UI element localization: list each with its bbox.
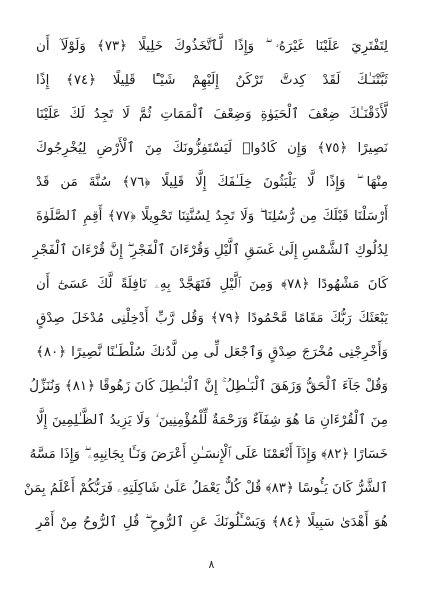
text-line-5: مِنْهَا ۖ وَإِذًا لَّا يَلْبَثُونَ خِلَـٰفَكَ إِلَّا قَلِيلًا ﴿٧٦﴾ سُنَّةَ مَن قَدْ bbox=[36, 175, 388, 190]
text-line-11: وَقُلْ جَآءَ ٱلْحَقُّ وَزَهَقَ ٱلْبَـٰطِلُ ۚ إِنَّ ٱلْبَـٰطِلَ كَانَ زَهُوقًا ﴿٨١﴾ وَنُنَزِّلُ bbox=[29, 379, 388, 394]
text-line-13: خَسَارًا ﴿٨٢﴾ وَإِذَآ أَنْعَمْنَا عَلَى ٱلْإِنسَـٰنِ أَعْرَضَ وَنَـَٔا بِجَانِبِهِۦ ۖ وَإِذَا مَسَّهُ bbox=[29, 447, 388, 462]
text-line-1: لِتَفْتَرِيَ عَلَيْنَا غَيْرَهُۥ ۖ وَإِذًا لَّٱتَّخَذُوكَ خَلِيلًا ﴿٧٣﴾ وَلَوْلَآ أَن bbox=[36, 39, 389, 54]
text-line-6: أَرْسَلْنَا قَبْلَكَ مِن رُّسُلِنَا ۖ وَلَا تَجِدُ لِسُنَّتِنَا تَحْوِيلًا ﴿٧٧﴾ أَقِمِ ٱلصَّلَوٰةَ bbox=[36, 209, 388, 224]
text-line-3: لَّأَذَقْنَـٰكَ ضِعْفَ ٱلْحَيَوٰةِ وَضِعْفَ ٱلْمَمَاتِ ثُمَّ لَا تَجِدُ لَكَ عَلَيْنَا bbox=[36, 107, 388, 122]
text-line-15: هُوَ أَهْدَىٰ سَبِيلًا ﴿٨٤﴾ وَيَسْـَٔلُونَكَ عَنِ ٱلرُّوحِ ۖ قُلِ ٱلرُّوحُ مِنْ أَمْرِ bbox=[36, 515, 388, 530]
text-line-2: ثَبَّتْنَـٰكَ لَقَدْ كِدتَّ تَرْكَنُ إِلَيْهِمْ شَيْـًٔا قَلِيلًا ﴿٧٤﴾ إِذًا bbox=[36, 73, 388, 88]
text-line-10: وَأَخْرِجْنِى مُخْرَجَ صِدْقٍ وَٱجْعَل لِّى مِن لَّدُنكَ سُلْطَـٰنًا نَّصِيرًا ﴿٨٠﴾ bbox=[36, 345, 388, 360]
text-line-12: مِنَ ٱلْقُرْءَانِ مَا هُوَ شِفَآءٌ وَرَحْمَةٌ لِّلْمُؤْمِنِينَ ۙ وَلَا يَزِيدُ ٱلظَّـٰلِمِينَ إِلَّا bbox=[36, 413, 388, 428]
text-line-9: يَبْعَثَكَ رَبُّكَ مَقَامًا مَّحْمُودًا ﴿٧٩﴾ وَقُل رَّبِّ أَدْخِلْنِى مُدْخَلَ صِدْقٍ bbox=[36, 311, 388, 326]
page-number: ٨ bbox=[208, 558, 215, 571]
text-line-4: نَصِيرًا ﴿٧٥﴾ وَإِن كَادُوا۟ لَيَسْتَفِزُّونَكَ مِنَ ٱلْأَرْضِ لِيُخْرِجُوكَ bbox=[36, 141, 388, 156]
verse-text-block bbox=[23, 30, 389, 540]
text-line-8: كَانَ مَشْهُودًا ﴿٧٨﴾ وَمِنَ ٱلَّيْلِ فَتَهَجَّدْ بِهِۦ نَافِلَةً لَّكَ عَسَىٰٓ أَن bbox=[36, 277, 388, 292]
text-line-7: لِدُلُوكِ ٱلشَّمْسِ إِلَىٰ غَسَقِ ٱلَّيْلِ وَقُرْءَانَ ٱلْفَجْرِ ۖ إِنَّ قُرْءَانَ ٱلْفَجْرِ bbox=[32, 243, 388, 258]
text-line-14: ٱلشَّرُّ كَانَ يَـُٔوسًا ﴿٨٣﴾ قُلْ كُلٌّ يَعْمَلُ عَلَىٰ شَاكِلَتِهِۦ فَرَبُّكُمْ أَعْلَمُ بِمَنْ bbox=[23, 481, 388, 496]
